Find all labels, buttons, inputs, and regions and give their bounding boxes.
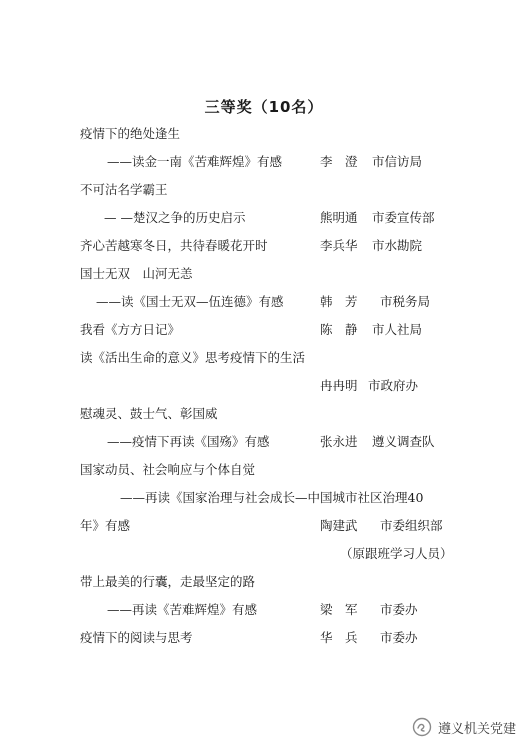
entry-topic: 国士无双 山河无恙 bbox=[80, 266, 193, 281]
entry-topic: 国家动员、社会响应与个体自觉 bbox=[80, 462, 256, 477]
entry-subtitle: — —楚汉之争的历史启示 bbox=[104, 210, 246, 225]
entry-topic: 读《活出生命的意义》思考疫情下的生活 bbox=[80, 350, 306, 365]
entry-subtitle: ——再读《国家治理与社会成长—中国城市社区治理40 bbox=[120, 490, 424, 505]
wechat-official-account-icon bbox=[412, 717, 432, 737]
entry-topic: 不可沽名学霸王 bbox=[80, 182, 168, 197]
entry-author: 李兵华 bbox=[320, 238, 358, 253]
watermark-text: 遵义机关党建 bbox=[437, 721, 516, 737]
entry-unit: 市委组织部 bbox=[380, 518, 443, 533]
entry-subtitle: ——再读《苦难辉煌》有感 bbox=[107, 602, 258, 617]
entry-note: （原跟班学习人员） bbox=[340, 546, 453, 561]
entry-topic: 带上最美的行囊，走最坚定的路 bbox=[80, 574, 256, 589]
entry-subtitle-continued: 年》有感 bbox=[80, 518, 131, 533]
page-title: 三等奖（10名） bbox=[204, 98, 324, 116]
entry-topic: 疫情下的阅读与思考 bbox=[80, 630, 193, 645]
entry-author: 陶建武 bbox=[320, 518, 358, 533]
entry-topic: 我看《方方日记》 bbox=[80, 322, 181, 337]
entry-author: 熊明通 bbox=[320, 210, 358, 225]
entry-unit: 市税务局 bbox=[380, 294, 431, 309]
entry-subtitle: ——疫情下再读《国殇》有感 bbox=[107, 434, 270, 449]
entry-unit: 市委宣传部 bbox=[372, 210, 435, 225]
entry-topic: 疫情下的绝处逢生 bbox=[80, 126, 181, 141]
entry-topic: 慰魂灵、鼓士气、彰国威 bbox=[80, 406, 218, 421]
entry-author: 张永进 bbox=[320, 434, 358, 449]
entry-author: 韩 芳 bbox=[320, 294, 358, 309]
entry-author: 陈 静 bbox=[320, 322, 358, 337]
entry-author: 李 澄 bbox=[320, 154, 358, 169]
entry-unit: 市水勘院 bbox=[372, 238, 423, 253]
entry-unit: 市信访局 bbox=[372, 154, 423, 169]
entry-unit: 遵义调查队 bbox=[372, 434, 435, 449]
entry-author: 梁 军 bbox=[320, 602, 358, 617]
entry-unit: 市委办 bbox=[380, 630, 418, 645]
entry-author: 冉冉明 bbox=[320, 378, 358, 393]
watermark bbox=[412, 717, 516, 737]
entry-unit: 市委办 bbox=[380, 602, 418, 617]
entry-subtitle: ——读《国士无双—伍连德》有感 bbox=[96, 294, 284, 309]
entry-author: 华 兵 bbox=[320, 630, 358, 645]
entry-unit: 市人社局 bbox=[372, 322, 423, 337]
entry-topic: 齐心苦越寒冬日，共待春暖花开时 bbox=[80, 238, 268, 253]
entry-unit: 市政府办 bbox=[368, 378, 419, 393]
entry-subtitle: ——读金一南《苦难辉煌》有感 bbox=[107, 154, 283, 169]
